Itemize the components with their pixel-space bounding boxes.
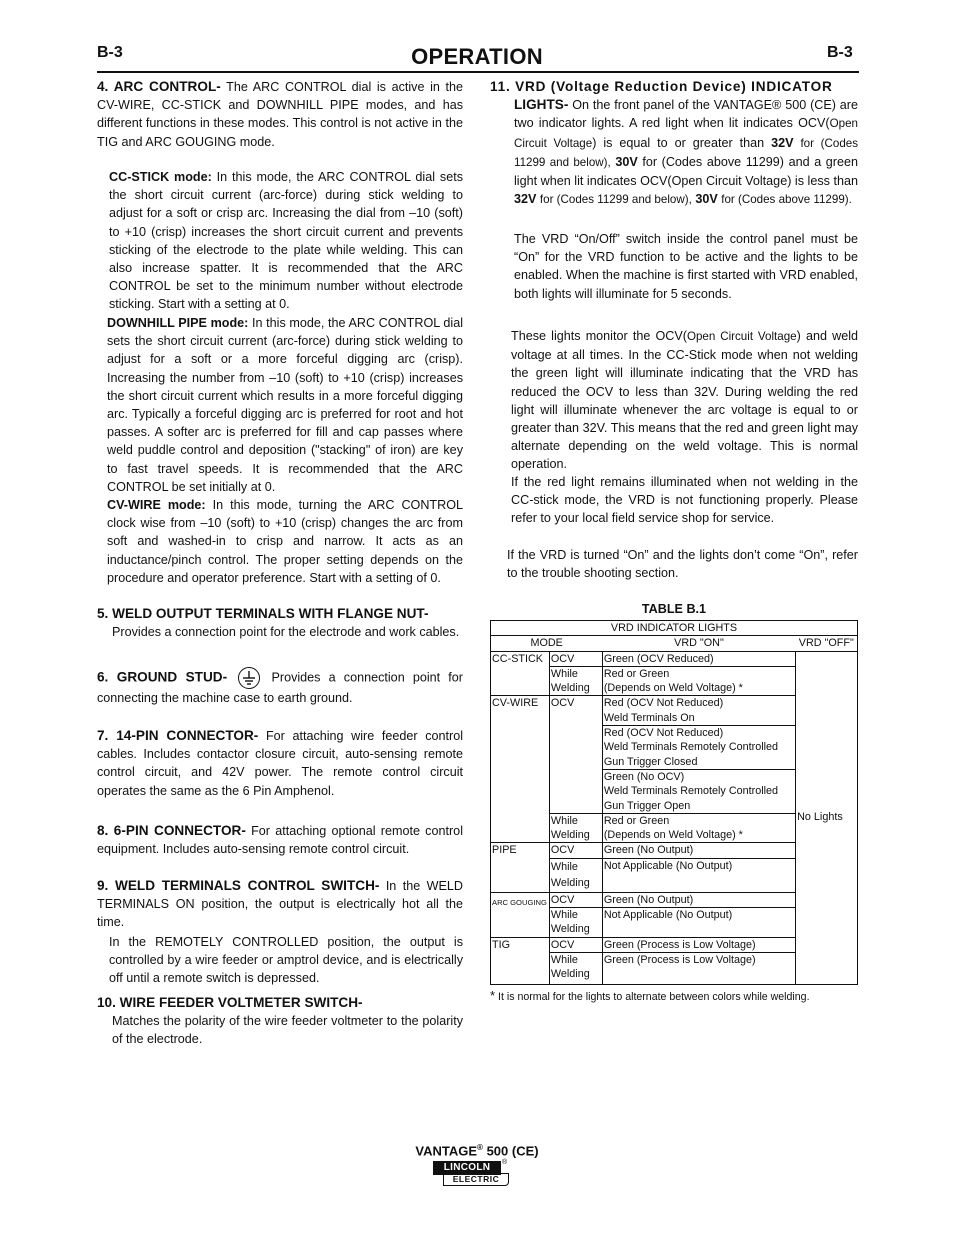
table-row: While Welding Red or Green (Depends on Weld Voltage) * (491, 813, 858, 843)
table-row: Green (No OCV) Weld Terminals Remotely Controlled Gun Trigger Open (491, 769, 858, 813)
section-5: 5. WELD OUTPUT TERMINALS WITH FLANGE NUT- Provides a connection point for the electrode and work cables. (97, 605, 463, 641)
vrd-off-cell: No Lights (796, 651, 858, 984)
section-7: 7. 14-PIN CONNECTOR- For attaching wire feeder control cables. Includes contactor closure circuit, auto-sensing remote control circuit, and 42V power. The remote control circuit operates the same as the 6 Pin Amphenol. (97, 728, 463, 798)
table-row: CV-WIRE OCV Red (OCV Not Reduced) Weld Terminals On (491, 696, 858, 726)
ground-symbol-icon (238, 667, 260, 689)
section-11-heading: 11. VRD (Voltage Reduction Device) INDICATOR (490, 79, 833, 94)
footer-model: VANTAGE® 500 (CE) (415, 1143, 539, 1159)
cc-stick-paragraph: CC-STICK mode: In this mode, the ARC CONTROL dial sets the short circuit current (arc-force) during stick welding to adjust for a soft or crisp arc. Increasing the dial from –10 (soft) to +10 (crisp) increases the short circuit current and prevents sticking of the electrode to the plate while welding. This can also increase spatter. It is recommended that the ARC CONTROL be set to the minimum number without electrode sticking. Start with a setting at 0. (109, 170, 463, 312)
table-header-row: MODE VRD "ON" VRD "OFF" (491, 636, 858, 651)
table-row: PIPE OCV Green (No Output) (491, 843, 858, 858)
table-row: ARC GOUGING OCV Green (No Output) (491, 892, 858, 907)
section-6: 6. GROUND STUD- Provides a connection point for connecting the machine case to earth ground. (97, 667, 463, 707)
table-footnote: * It is normal for the lights to alternate between colors while welding. (490, 988, 810, 1003)
table-row: While Welding Not Applicable (No Output) (491, 858, 858, 892)
section-11: 11. VRD (Voltage Reduction Device) INDICATOR LIGHTS- On the front panel of the VANTAGE® 500 (CE) are two indicator lights. A red light when lit indicates OCV(Open Circuit Voltage) is equal to or greater than 32V for (Codes 11299 and below), 30V for (Codes above 11299) and a green light when lit indicates OCV(Open Circuit Voltage) is less than 32V for (Codes 11299 and below), 30V for (Codes above 11299). (490, 79, 859, 207)
table-row: CC-STICK OCV Green (OCV Reduced) No Lights (491, 651, 858, 666)
section-5-heading: 5. WELD OUTPUT TERMINALS WITH FLANGE NUT- (97, 606, 429, 621)
table-row: Red (OCV Not Reduced) Weld Terminals Remotely Controlled Gun Trigger Closed (491, 726, 858, 770)
section-8: 8. 6-PIN CONNECTOR- For attaching optional remote control equipment. Includes auto-sensing remote control circuit. (97, 823, 463, 857)
troubleshoot-paragraph: If the VRD is turned “On” and the lights don’t come “On”, refer to the trouble shooting section. (507, 548, 858, 581)
left-column (97, 78, 463, 151)
section-8-heading: 8. 6-PIN CONNECTOR- (97, 823, 246, 838)
section-4-heading: 4. ARC CONTROL- (97, 79, 221, 94)
page-code-right: B-3 (827, 44, 853, 61)
table-row: While Welding Not Applicable (No Output) (491, 908, 858, 938)
section-4-intro: 4. ARC CONTROL- The ARC CONTROL dial is active in the CV-WIRE, CC-STICK and DOWNHILL PIPE modes, and has different functions in these modes. This control is not active in the TIG and ARC GOUGING mode. (97, 79, 463, 149)
section-7-heading: 7. 14-PIN CONNECTOR- (97, 728, 259, 743)
table-row: TIG OCV Green (Process is Low Voltage) (491, 937, 858, 952)
red-light-paragraph: If the red light remains illuminated when not welding in the CC-stick mode, the VRD is not functioning properly. Please refer to your local field service shop for service. (511, 475, 858, 526)
section-6-heading: 6. GROUND STUD- (97, 669, 228, 685)
table-title: TABLE B.1 (641, 602, 707, 616)
vrd-table (490, 620, 858, 985)
header-rule (97, 71, 859, 73)
section-9-heading: 9. WELD TERMINALS CONTROL SWITCH- (97, 878, 380, 893)
section-9-remote: In the REMOTELY CONTROLLED position, the output is controlled by a wire feeder or amptrol device, and is electrically off until a remote switch is depressed. (109, 935, 463, 986)
lincoln-electric-logo: LINCOLN ® ELECTRIC (433, 1161, 511, 1187)
monitor-paragraph: These lights monitor the OCV(Open Circuit Voltage) and weld voltage at all times. In the CC-Stick mode when not welding the green light will illuminate indicating that the VRD has reduced the OCV to less than 32V. During welding the red light will illuminate whenever the arc voltage is equal to or greater than 32V. This means that the red and green light may alternate depending on the weld voltage. This is normal operation. (511, 329, 859, 472)
section-10: 10. WIRE FEEDER VOLTMETER SWITCH- Matches the polarity of the wire feeder voltmeter to the polarity of the electrode. (97, 995, 463, 1047)
table-row: While Welding Green (Process is Low Voltage) (491, 952, 858, 984)
vrd-switch-paragraph: The VRD “On/Off” switch inside the control panel must be “On” for the VRD function to be active and the lights to be enabled. When the machine is first started with VRD enabled, both lights will illuminate for 5 seconds. (514, 232, 858, 301)
section-9: 9. WELD TERMINALS CONTROL SWITCH- In the WELD TERMINALS ON position, the output is electrically hot all the time. (97, 878, 463, 930)
page-title: OPERATION (411, 44, 543, 69)
table-caption-row: VRD INDICATOR LIGHTS (491, 621, 858, 636)
downhill-pipe-paragraph: DOWNHILL PIPE mode: In this mode, the ARC CONTROL dial sets the short circuit current (arc-force) during stick welding to adjust for a soft or a more forceful digging arc (crisp). Increasing the number from –10 (soft) to +10 (crisp) increases the short circuit current which results in a more forceful digging arc. Typically a forceful digging arc is preferred for root and hot passes. A softer arc is preferred for fill and cap passes where weld puddle control and deposition ("stacking" of iron) are key to fast travel speeds. It is recommended that the ARC CONTROL be set initially at 0. (107, 316, 464, 494)
cv-wire-paragraph: CV-WIRE mode: In this mode, turning the ARC CONTROL clock wise from –10 (soft) to +10 (crisp) changes the arc from soft and washed-in to crisp and narrow. It acts as an inductance/pinch control. The proper setting depends on the procedure and operator preference. Start with a setting of 0. (107, 498, 464, 585)
page-code-left: B-3 (97, 44, 123, 61)
section-10-heading: 10. WIRE FEEDER VOLTMETER SWITCH- (97, 995, 363, 1010)
table-row: While Welding Red or Green (Depends on Weld Voltage) * (491, 666, 858, 696)
